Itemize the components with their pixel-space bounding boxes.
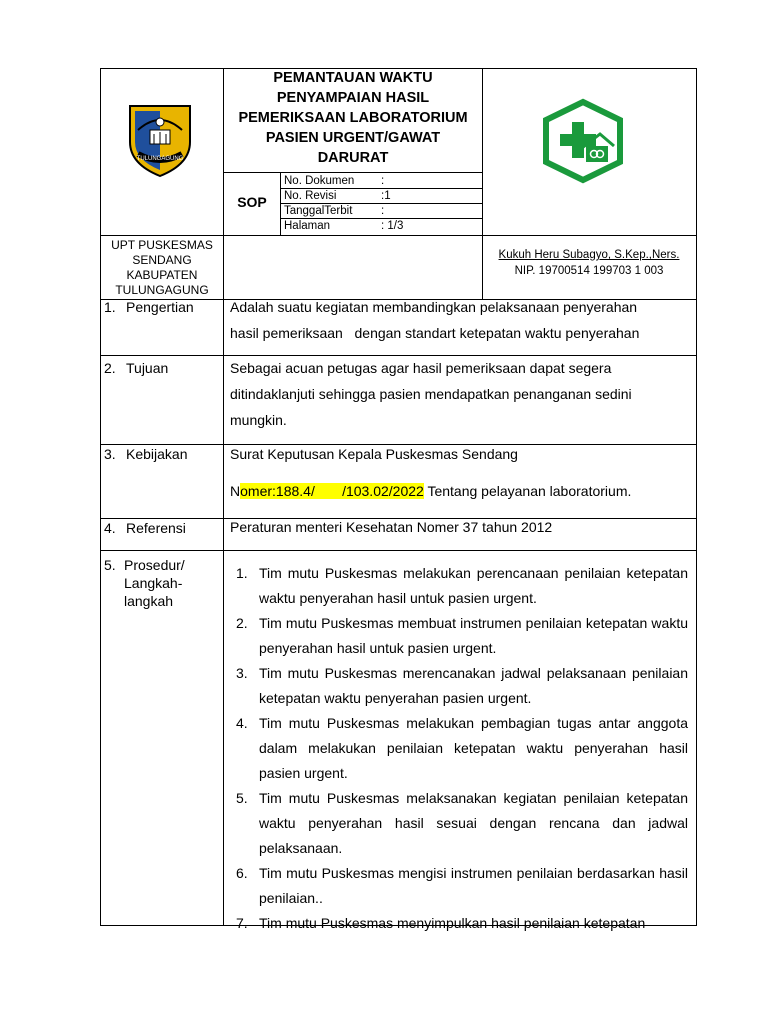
document-title bbox=[224, 68, 482, 168]
section-number: 2. bbox=[104, 360, 116, 376]
text-line: Surat Keputusan Kepala Puskesmas Sendang bbox=[230, 446, 518, 462]
procedure-step bbox=[236, 661, 688, 711]
step-number: 2. bbox=[236, 615, 248, 631]
row-divider bbox=[100, 550, 697, 551]
text-line: mungkin. bbox=[230, 412, 287, 428]
section-number: 5. bbox=[104, 557, 116, 573]
title-line: DARURAT bbox=[317, 150, 389, 166]
title-line: PEMERIKSAAN LABORATORIUM bbox=[238, 110, 468, 126]
procedure-step bbox=[236, 911, 688, 936]
step-number: 7. bbox=[236, 915, 248, 931]
procedure-step bbox=[236, 561, 688, 611]
section-label-text: Tujuan bbox=[126, 360, 169, 376]
section-label-tujuan bbox=[104, 359, 168, 377]
step-number: 5. bbox=[236, 790, 248, 806]
procedure-step bbox=[236, 711, 688, 786]
procedure-step bbox=[236, 861, 688, 911]
section-label-pengertian bbox=[104, 298, 194, 316]
procedure-step bbox=[236, 611, 688, 661]
step-number: 1. bbox=[236, 565, 248, 581]
section-label-text: Pengertian bbox=[126, 299, 194, 315]
meta-label-revision: No. Revisi bbox=[284, 190, 337, 202]
meta-value-revision: :1 bbox=[381, 190, 391, 202]
section-label-text: Referensi bbox=[126, 520, 186, 536]
header-divider-bottom bbox=[100, 235, 697, 236]
puskesmas-logo-icon bbox=[540, 98, 626, 184]
procedure-steps bbox=[236, 561, 688, 936]
step-text: Tim mutu Puskesmas melakukan pembagian tugas antar anggota dalam melakukan penilaian ketepatan waktu penyerahan hasil pasien urgent. bbox=[259, 715, 688, 781]
meta-label-issue-date: TanggalTerbit bbox=[284, 205, 353, 217]
step-number: 3. bbox=[236, 665, 248, 681]
step-number: 4. bbox=[236, 715, 248, 731]
section-label-prosedur bbox=[104, 556, 185, 610]
text-line: Adalah suatu kegiatan membandingkan pelaksanaan penyerahan bbox=[230, 299, 638, 315]
meta-value-page: : 1/3 bbox=[381, 220, 404, 232]
procedure-step bbox=[236, 786, 688, 861]
step-text: Tim mutu Puskesmas menyimpulkan hasil penilaian ketepatan bbox=[259, 915, 646, 931]
meta-label-document-number: No. Dokumen bbox=[284, 175, 355, 187]
emblem-banner-text: TULUNGAGUNG bbox=[136, 156, 184, 162]
meta-value-document-number: : bbox=[381, 175, 385, 187]
section-label-referensi bbox=[104, 519, 186, 537]
label-line: langkah bbox=[124, 593, 174, 609]
text-fragment: Tentang pelayanan laboratorium. bbox=[423, 483, 632, 499]
signatory-name: Kukuh Heru Subagyo, S.Kep.,Ners. bbox=[498, 249, 680, 261]
title-line: PEMANTAUAN WAKTU bbox=[273, 70, 433, 86]
tulungagung-emblem-icon bbox=[124, 100, 196, 180]
highlighted-decree-number: omer:188.4/ /103.02/2022 bbox=[240, 483, 424, 499]
text-line: ditindaklanjuti sehingga pasien mendapatkan penanganan sedini bbox=[230, 386, 632, 402]
org-line: KABUPATEN bbox=[126, 268, 198, 282]
signatory-nip: NIP. 19700514 199703 1 003 bbox=[514, 265, 664, 277]
org-line: TULUNGAGUNG bbox=[115, 283, 209, 297]
organization-name bbox=[101, 238, 223, 298]
step-text: Tim mutu Puskesmas merencanakan jadwal pelaksanaan penilaian ketepatan waktu penyerahan pasien urgent. bbox=[259, 665, 688, 706]
step-text: Tim mutu Puskesmas mengisi instrumen penilaian berdasarkan hasil penilaian.. bbox=[259, 865, 688, 906]
section-label-kebijakan bbox=[104, 445, 188, 463]
section-number: 3. bbox=[104, 446, 116, 462]
text-line: Sebagai acuan petugas agar hasil pemeriksaan dapat segera bbox=[230, 360, 612, 376]
meta-value-issue-date: : bbox=[381, 205, 385, 217]
section-number: 1. bbox=[104, 299, 116, 315]
step-text: Tim mutu Puskesmas melaksanakan kegiatan penilaian ketepatan waktu penyerahan hasil sesuai dengan rencana dan jadwal pelaksanaan. bbox=[259, 790, 688, 856]
section-label-text: Kebijakan bbox=[126, 446, 188, 462]
meta-label-page: Halaman bbox=[284, 220, 331, 232]
step-number: 6. bbox=[236, 865, 248, 881]
title-line: PENYAMPAIAN HASIL bbox=[276, 90, 430, 106]
sop-label: SOP bbox=[237, 194, 267, 210]
step-text: Tim mutu Puskesmas melakukan perencanaan penilaian ketepatan waktu penyerahan hasil untuk pasien urgent. bbox=[259, 565, 688, 606]
label-line bbox=[104, 556, 185, 574]
section-text-kebijakan bbox=[230, 441, 690, 504]
title-meta-divider bbox=[223, 172, 482, 173]
section-label-text: Prosedur/ bbox=[124, 557, 185, 573]
text-line bbox=[230, 478, 690, 504]
title-line: PASIEN URGENT/GAWAT bbox=[265, 130, 441, 146]
section-text-referensi: Peraturan menteri Kesehatan Nomer 37 tahun 2012 bbox=[230, 519, 553, 535]
text-line: hasil pemeriksaan dengan standart ketepatan waktu penyerahan bbox=[230, 325, 640, 341]
text-fragment: N bbox=[230, 483, 241, 499]
section-text-tujuan bbox=[230, 355, 690, 433]
org-line: SENDANG bbox=[132, 253, 192, 267]
step-text: Tim mutu Puskesmas membuat instrumen penilaian ketepatan waktu penyerahan hasil untuk pasien urgent. bbox=[259, 615, 688, 656]
org-line: UPT PUSKESMAS bbox=[111, 238, 213, 252]
section-text-pengertian bbox=[230, 294, 690, 346]
label-line: Langkah- bbox=[124, 575, 183, 591]
section-number: 4. bbox=[104, 520, 116, 536]
content-column-divider bbox=[223, 299, 224, 926]
